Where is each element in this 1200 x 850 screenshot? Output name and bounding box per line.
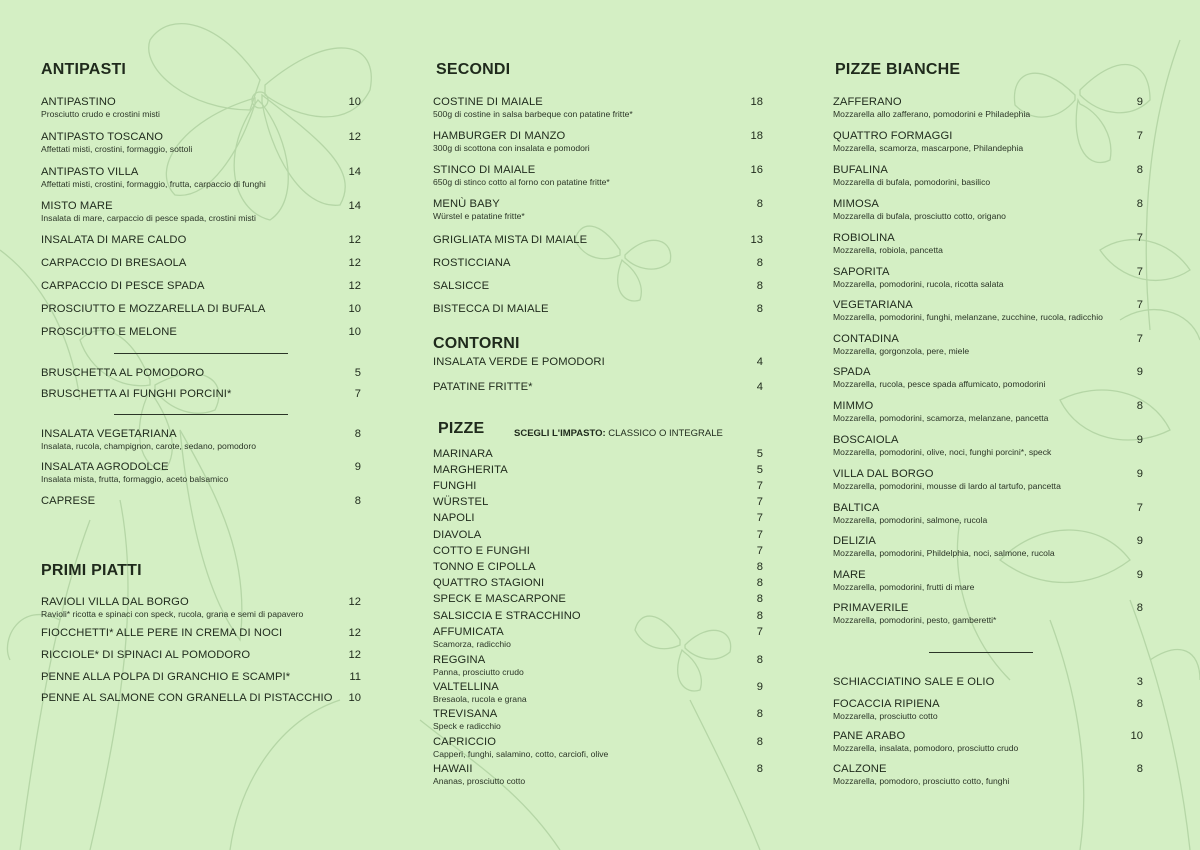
section-title-pizze: PIZZE — [438, 420, 485, 437]
menu-item-name: BOSCAIOLA — [833, 434, 899, 446]
menu-item-name: SCHIACCIATINO SALE E OLIO — [833, 676, 995, 688]
menu-item-name: INSALATA VERDE E POMODORI — [433, 356, 605, 368]
menu-item-price: 8 — [756, 561, 763, 573]
menu-item — [433, 198, 763, 221]
section-title-secondi: SECONDI — [436, 61, 511, 78]
menu-item-price: 9 — [1136, 96, 1143, 108]
menu-item-price: 10 — [348, 96, 361, 108]
menu-item-name: COTTO E FUNGHI — [433, 545, 530, 557]
menu-item-name: PROSCIUTTO E MOZZARELLA DI BUFALA — [41, 303, 266, 315]
menu-item-name: CONTADINA — [833, 333, 899, 345]
menu-item-name: PENNE AL SALMONE CON GRANELLA DI PISTACCHIO — [41, 692, 333, 704]
menu-item-price: 9 — [756, 681, 763, 693]
menu-item-price: 12 — [348, 131, 361, 143]
menu-item — [433, 654, 763, 677]
menu-item-name: MARGHERITA — [433, 464, 508, 476]
divider — [114, 414, 288, 415]
menu-item-name: BRUSCHETTA AI FUNGHI PORCINI* — [41, 388, 232, 400]
menu-item — [433, 763, 763, 786]
menu-item-name: BRUSCHETTA AL POMODORO — [41, 367, 205, 379]
menu-item — [833, 468, 1143, 491]
menu-item — [833, 299, 1143, 322]
menu-item-price: 12 — [348, 257, 361, 269]
menu-item-name: CARPACCIO DI PESCE SPADA — [41, 280, 205, 292]
menu-item-name: COSTINE DI MAIALE — [433, 96, 543, 108]
menu-item-name: REGGINA — [433, 654, 486, 666]
menu-item-name: TONNO E CIPOLLA — [433, 561, 536, 573]
menu-item-price: 5 — [756, 448, 763, 460]
menu-item-description: 300g di scottona con insalata e pomodori — [433, 143, 590, 153]
menu-item-description: Affettati misti, crostini, formaggio, frutta, carpaccio di funghi — [41, 179, 266, 189]
menu-item-description: Mozzarella, pomodoro, prosciutto cotto, funghi — [833, 776, 1010, 786]
menu-item — [433, 736, 763, 759]
menu-item-price: 5 — [756, 464, 763, 476]
menu-item — [41, 428, 361, 451]
menu-item-description: Capperi, funghi, salamino, cotto, carciofi, olive — [433, 749, 609, 759]
menu-item-price: 10 — [1130, 730, 1143, 742]
dough-label: SCEGLI L'IMPASTO: — [514, 428, 606, 439]
menu-item — [433, 708, 763, 731]
menu-item — [433, 529, 763, 542]
menu-item-name: ROSTICCIANA — [433, 257, 511, 269]
menu-item — [433, 234, 763, 247]
menu-item-name: SPECK E MASCARPONE — [433, 593, 566, 605]
menu-item-price: 13 — [750, 234, 763, 246]
menu-item — [41, 596, 361, 619]
menu-item — [433, 626, 763, 649]
menu-item-price: 5 — [354, 367, 361, 379]
menu-item-name: AFFUMICATA — [433, 626, 504, 638]
menu-item — [433, 681, 763, 704]
menu-item — [41, 166, 361, 189]
menu-item — [41, 495, 361, 508]
menu-item-price: 9 — [1136, 569, 1143, 581]
menu-item-description: Bresaola, rucola e grana — [433, 694, 527, 704]
menu-item — [433, 381, 763, 394]
menu-item-description: Mozzarella, pomodorini, salmone, rucola — [833, 515, 988, 525]
menu-item-price: 7 — [1136, 130, 1143, 142]
section-title-primi: PRIMI PIATTI — [41, 562, 142, 579]
menu-item — [433, 577, 763, 590]
menu-item — [833, 96, 1143, 119]
menu-item-price: 8 — [756, 736, 763, 748]
menu-item-name: BISTECCA DI MAIALE — [433, 303, 549, 315]
menu-item-price: 8 — [354, 495, 361, 507]
menu-item-description: Mozzarella allo zafferano, pomodorini e Philadephia — [833, 109, 1031, 119]
menu-item-name: CALZONE — [833, 763, 887, 775]
menu-item-price: 8 — [756, 280, 763, 292]
menu-item-name: HAWAII — [433, 763, 473, 775]
menu-item-name: QUATTRO STAGIONI — [433, 577, 545, 589]
menu-item-description: Mozzarella, rucola, pesce spada affumicato, pomodorini — [833, 379, 1046, 389]
menu-item — [41, 461, 361, 484]
menu-item-description: Mozzarella, pomodorini, rucola, ricotta salata — [833, 279, 1004, 289]
section-title-antipasti: ANTIPASTI — [41, 61, 127, 78]
menu-item — [41, 303, 361, 316]
menu-item-name: ROBIOLINA — [833, 232, 895, 244]
menu-item-name: QUATTRO FORMAGGI — [833, 130, 953, 142]
menu-item-description: Würstel e patatine fritte* — [433, 211, 525, 221]
menu-item — [41, 649, 361, 662]
menu-item-name: ZAFFERANO — [833, 96, 902, 108]
menu-item-name: BALTICA — [833, 502, 880, 514]
menu-item-price: 7 — [1136, 299, 1143, 311]
section-title-contorni: CONTORNI — [433, 335, 520, 352]
menu-item-name: SPADA — [833, 366, 871, 378]
menu-item-price: 9 — [1136, 468, 1143, 480]
menu-item — [41, 692, 361, 705]
menu-item — [41, 131, 361, 154]
menu-item — [833, 333, 1143, 356]
menu-item-description: Prosciutto crudo e crostini misti — [41, 109, 160, 119]
menu-item-name: TREVISANA — [433, 708, 498, 720]
menu-item-description: Mozzarella di bufala, prosciutto cotto, origano — [833, 211, 1006, 221]
menu-item-name: VILLA DAL BORGO — [833, 468, 934, 480]
menu-item-price: 7 — [756, 512, 763, 524]
menu-item-name: MIMOSA — [833, 198, 879, 210]
menu-item — [833, 676, 1143, 689]
menu-item — [833, 730, 1143, 753]
menu-item — [833, 366, 1143, 389]
menu-item-name: BUFALINA — [833, 164, 888, 176]
menu-item-name: MARE — [833, 569, 866, 581]
menu-item — [833, 569, 1143, 592]
menu-item-price: 12 — [348, 234, 361, 246]
menu-item — [41, 671, 361, 684]
menu-item-description: Affettati misti, crostini, formaggio, sottoli — [41, 144, 193, 154]
menu-item-description: Mozzarella, gorgonzola, pere, miele — [833, 346, 970, 356]
menu-item — [433, 96, 763, 119]
menu-item-name: VALTELLINA — [433, 681, 499, 693]
menu-item-price: 12 — [348, 649, 361, 661]
menu-item-description: Mozzarella, pomodorini, mousse di lardo al tartufo, pancetta — [833, 481, 1061, 491]
dough-options: CLASSICO O INTEGRALE — [608, 428, 723, 439]
menu-item-price: 7 — [756, 545, 763, 557]
menu-item — [833, 502, 1143, 525]
menu-item-name: STINCO DI MAIALE — [433, 164, 536, 176]
menu-item-description: Ananas, prosciutto cotto — [433, 776, 526, 786]
menu-item-name: PENNE ALLA POLPA DI GRANCHIO E SCAMPI* — [41, 671, 291, 683]
menu-item-price: 10 — [348, 692, 361, 704]
menu-item-price: 8 — [1136, 602, 1143, 614]
menu-item-price: 7 — [354, 388, 361, 400]
menu-item — [41, 326, 361, 339]
menu-item-price: 8 — [756, 763, 763, 775]
menu-item-description: 500g di costine in salsa barbeque con patatine fritte* — [433, 109, 633, 119]
menu-item-name: MENÙ BABY — [433, 198, 500, 210]
menu-item-price: 8 — [756, 577, 763, 589]
menu-item — [433, 561, 763, 574]
menu-item-price: 12 — [348, 280, 361, 292]
menu-item — [41, 257, 361, 270]
menu-item — [433, 480, 763, 493]
menu-item — [41, 388, 361, 401]
menu-item — [833, 266, 1143, 289]
menu-item — [433, 464, 763, 477]
menu-item-name: ANTIPASTO VILLA — [41, 166, 139, 178]
menu-item-description: Insalata, rucola, champignon, carote, sedano, pomodoro — [41, 441, 256, 451]
menu-item-price: 7 — [756, 529, 763, 541]
menu-item — [433, 356, 763, 369]
menu-item-name: DELIZIA — [833, 535, 876, 547]
menu-item — [833, 602, 1143, 625]
menu-item-description: Insalata mista, frutta, formaggio, aceto balsamico — [41, 474, 229, 484]
menu-item-price: 8 — [756, 303, 763, 315]
menu-item-price: 9 — [1136, 535, 1143, 547]
menu-item-price: 12 — [348, 627, 361, 639]
menu-item-name: MARINARA — [433, 448, 493, 460]
menu-item-price: 7 — [1136, 232, 1143, 244]
menu-item — [833, 698, 1143, 721]
menu-item-price: 7 — [1136, 502, 1143, 514]
menu-item-price: 9 — [1136, 366, 1143, 378]
menu-item-description: Mozzarella, pomodorini, frutti di mare — [833, 582, 975, 592]
menu-item-description: Speck e radicchio — [433, 721, 501, 731]
menu-item — [433, 257, 763, 270]
menu-item-price: 4 — [756, 381, 763, 393]
menu-item — [433, 610, 763, 623]
menu-item — [433, 303, 763, 316]
menu-item — [433, 512, 763, 525]
menu-item-description: 650g di stinco cotto al forno con patatine fritte* — [433, 177, 610, 187]
menu-item-name: CAPRESE — [41, 495, 96, 507]
menu-item-price: 8 — [756, 610, 763, 622]
menu-item — [833, 535, 1143, 558]
divider — [114, 353, 288, 354]
menu-item-name: INSALATA DI MARE CALDO — [41, 234, 187, 246]
menu-item — [41, 200, 361, 223]
menu-item — [433, 448, 763, 461]
menu-item — [41, 96, 361, 119]
menu-item-name: ANTIPASTO TOSCANO — [41, 131, 164, 143]
menu-item-name: SALSICCE — [433, 280, 490, 292]
menu-item-name: PROSCIUTTO E MELONE — [41, 326, 177, 338]
menu-item-description: Mozzarella, robiola, pancetta — [833, 245, 943, 255]
menu-item-description: Panna, prosciutto crudo — [433, 667, 524, 677]
column-right — [833, 0, 1143, 850]
menu-item-description: Ravioli* ricotta e spinaci con speck, rucola, grana e semi di papavero — [41, 609, 304, 619]
menu-item-price: 14 — [348, 200, 361, 212]
menu-item — [833, 164, 1143, 187]
menu-item-price: 8 — [1136, 400, 1143, 412]
menu-item-name: WÜRSTEL — [433, 496, 489, 508]
menu-item-price: 8 — [756, 593, 763, 605]
menu-item — [833, 400, 1143, 423]
menu-item — [833, 763, 1143, 786]
menu-item — [41, 627, 361, 640]
menu-item-price: 8 — [1136, 698, 1143, 710]
menu-item-description: Mozzarella, pomodorini, Phildelphia, noci, salmone, rucola — [833, 548, 1055, 558]
menu-item-name: DIAVOLA — [433, 529, 482, 541]
menu-item-description: Mozzarella, pomodorini, pesto, gamberetti* — [833, 615, 997, 625]
menu-item — [433, 164, 763, 187]
menu-item-price: 16 — [750, 164, 763, 176]
menu-item-price: 9 — [354, 461, 361, 473]
dough-choice-note — [514, 428, 723, 439]
menu-item-price: 10 — [348, 326, 361, 338]
menu-item-description: Insalata di mare, carpaccio di pesce spada, crostini misti — [41, 213, 256, 223]
menu-item — [833, 434, 1143, 457]
menu-item-price: 8 — [756, 708, 763, 720]
menu-item-price: 11 — [349, 671, 361, 683]
menu-item-description: Mozzarella, pomodorini, funghi, melanzane, zucchine, rucola, radicchio — [833, 312, 1103, 322]
menu-item-description: Mozzarella, pomodorini, olive, noci, funghi porcini*, speck — [833, 447, 1052, 457]
menu-item-description: Mozzarella, scamorza, mascarpone, Philandephia — [833, 143, 1024, 153]
menu-item — [433, 545, 763, 558]
menu-item-price: 18 — [750, 96, 763, 108]
menu-item-name: RICCIOLE* DI SPINACI AL POMODORO — [41, 649, 251, 661]
menu-item-price: 8 — [354, 428, 361, 440]
column-center — [433, 0, 763, 850]
menu-item-price: 18 — [750, 130, 763, 142]
menu-item-description: Mozzarella, prosciutto cotto — [833, 711, 938, 721]
menu-item-name: PANE ARABO — [833, 730, 906, 742]
menu-item-price: 10 — [348, 303, 361, 315]
menu-item — [433, 496, 763, 509]
menu-item-price: 12 — [348, 596, 361, 608]
menu-item — [41, 280, 361, 293]
menu-item-description: Mozzarella di bufala, pomodorini, basilico — [833, 177, 991, 187]
menu-item-name: RAVIOLI VILLA DAL BORGO — [41, 596, 189, 608]
menu-item-name: ANTIPASTINO — [41, 96, 116, 108]
menu-item-price: 7 — [1136, 333, 1143, 345]
menu-item-price: 7 — [756, 496, 763, 508]
menu-item-name: MIMMO — [833, 400, 874, 412]
menu-item-name: FIOCCHETTI* ALLE PERE IN CREMA DI NOCI — [41, 627, 283, 639]
menu-item-price: 8 — [1136, 198, 1143, 210]
menu-item-name: INSALATA VEGETARIANA — [41, 428, 177, 440]
menu-item-price: 8 — [756, 257, 763, 269]
menu-item — [41, 234, 361, 247]
menu-item-name: MISTO MARE — [41, 200, 113, 212]
menu-item-price: 14 — [348, 166, 361, 178]
menu-item-description: Scamorza, radicchio — [433, 639, 511, 649]
menu-item — [433, 593, 763, 606]
menu-item-price: 8 — [1136, 164, 1143, 176]
section-title-pizze-bianche: PIZZE BIANCHE — [835, 61, 961, 78]
column-left — [41, 0, 361, 850]
menu-item-name: CARPACCIO DI BRESAOLA — [41, 257, 187, 269]
menu-item-price: 7 — [1136, 266, 1143, 278]
menu-item-description: Mozzarella, insalata, pomodoro, prosciutto crudo — [833, 743, 1019, 753]
menu-item-price: 7 — [756, 626, 763, 638]
menu-item-name: INSALATA AGRODOLCE — [41, 461, 169, 473]
menu-item — [433, 280, 763, 293]
menu-item-name: GRIGLIATA MISTA DI MAIALE — [433, 234, 588, 246]
menu-item-price: 9 — [1136, 434, 1143, 446]
menu-item-name: FOCACCIA RIPIENA — [833, 698, 940, 710]
menu-item-price: 3 — [1136, 676, 1143, 688]
menu-item-price: 8 — [756, 654, 763, 666]
divider — [929, 652, 1033, 653]
menu-item-price: 4 — [756, 356, 763, 368]
menu-item-price: 8 — [756, 198, 763, 210]
menu-item — [41, 367, 361, 380]
menu-item-price: 8 — [1136, 763, 1143, 775]
menu-item-name: CAPRICCIO — [433, 736, 497, 748]
menu-item-name: FUNGHI — [433, 480, 477, 492]
menu-item-name: SAPORITA — [833, 266, 890, 278]
menu-item-name: PRIMAVERILE — [833, 602, 909, 614]
menu-item — [833, 198, 1143, 221]
menu-item — [833, 130, 1143, 153]
menu-item — [833, 232, 1143, 255]
menu-item — [433, 130, 763, 153]
menu-item-name: NAPOLI — [433, 512, 475, 524]
menu-item-description: Mozzarella, pomodorini, scamorza, melanzane, pancetta — [833, 413, 1049, 423]
menu-item-name: VEGETARIANA — [833, 299, 913, 311]
menu-item-name: SALSICCIA E STRACCHINO — [433, 610, 581, 622]
menu-item-price: 7 — [756, 480, 763, 492]
menu-item-name: PATATINE FRITTE* — [433, 381, 533, 393]
menu-item-name: HAMBURGER DI MANZO — [433, 130, 566, 142]
